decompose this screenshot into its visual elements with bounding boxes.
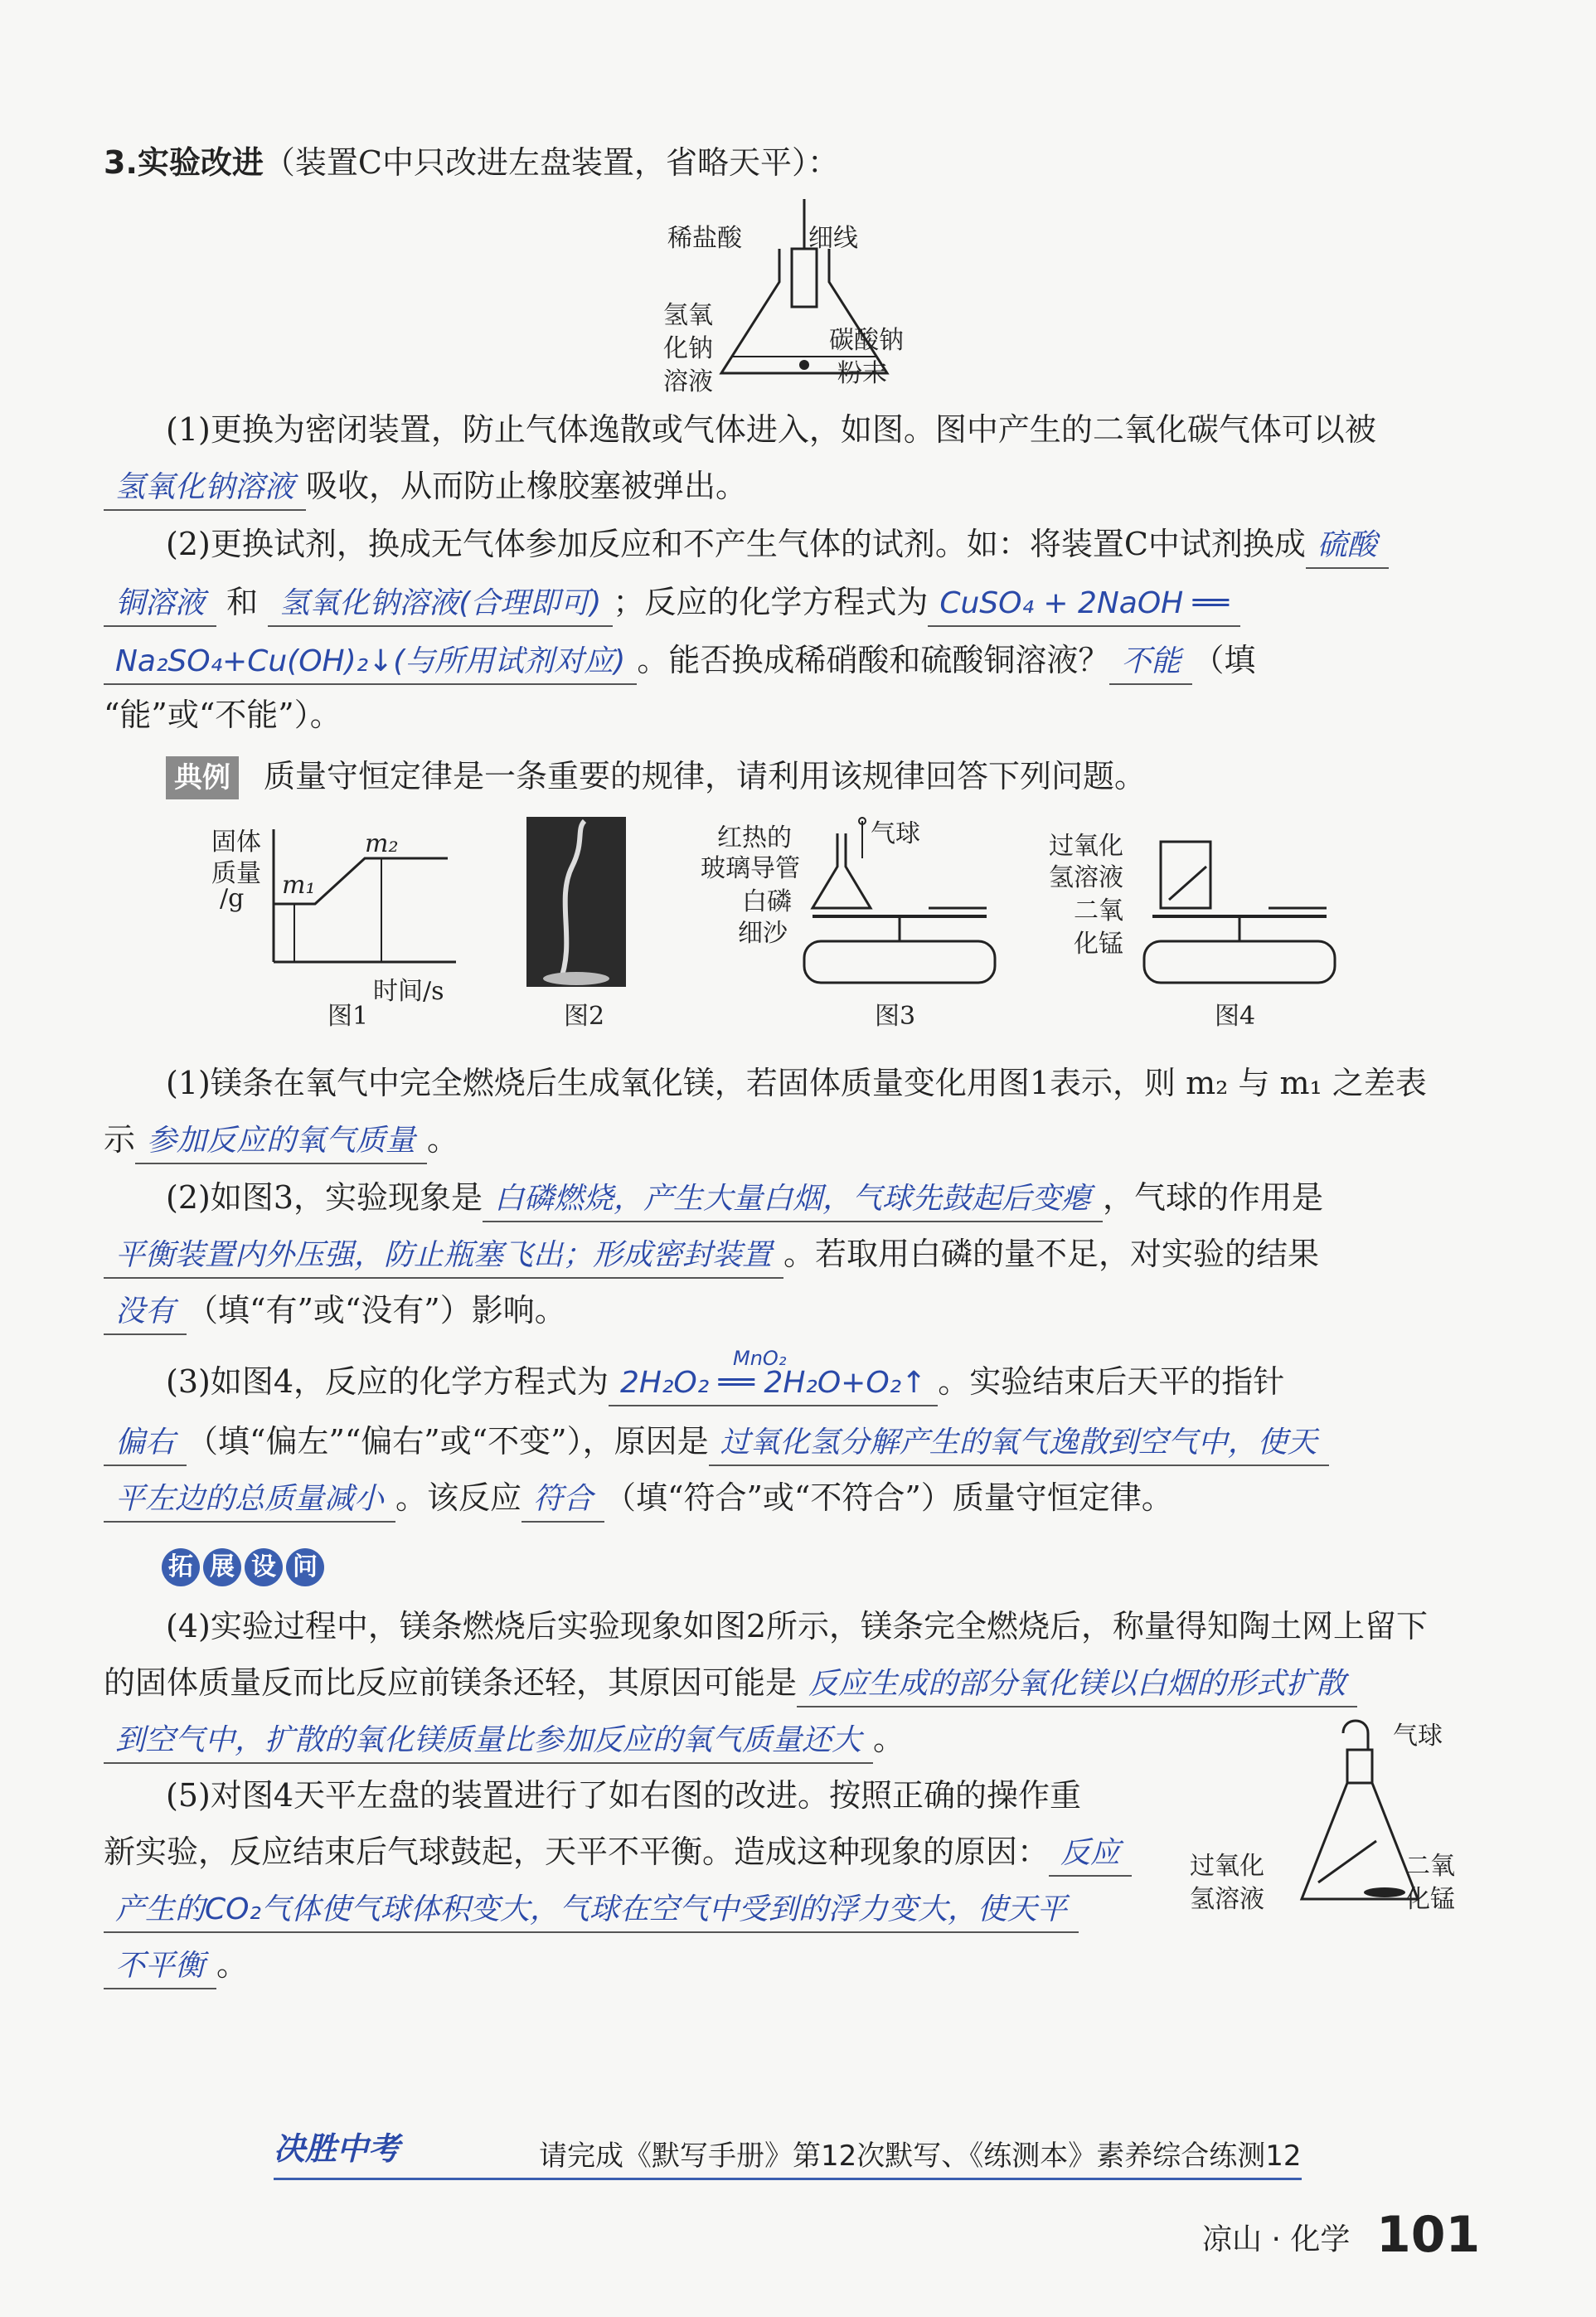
q4-text2: 的固体质量反而比反应前镁条还轻，其原因可能是: [104, 1664, 798, 1701]
fig-label-naoh3: 溶液: [663, 367, 713, 396]
fig3-caption: 图3: [875, 1002, 916, 1031]
badge-2: 展: [203, 1548, 241, 1586]
fig4-label1: 过氧化: [1049, 832, 1123, 861]
q2-line2: [104, 1232, 1497, 1279]
s3-q1-text: (1)更换为密闭装置，防止气体逸散或气体进入，如图。图中产生的二氧化碳气体可以被: [166, 411, 1376, 448]
q3-line2: [104, 1420, 1497, 1466]
example-line: [166, 755, 1559, 799]
q3-fill: （填“偏左”“偏右”或“不变”），原因是: [187, 1423, 709, 1460]
q3-tail2: 。该反应: [395, 1479, 522, 1516]
q2-mid: ，气球的作用是: [1103, 1179, 1324, 1216]
q5-line2: [104, 1830, 1181, 1877]
q5-line3: [104, 1887, 1181, 1933]
fig3-label1: 红热的: [717, 823, 792, 852]
fig-label-na2co3a: 碳酸钠: [829, 326, 904, 355]
q3-fill2: （填“符合”或“不符合”）质量守恒定律。: [604, 1479, 1173, 1516]
fig1-xlabel: 时间/s: [373, 977, 444, 1006]
q2-line3: [104, 1289, 1497, 1335]
badge-1: 拓: [162, 1548, 200, 1586]
fig-label-thread: 细线: [808, 224, 858, 253]
fig3-label4: 细沙: [738, 919, 788, 948]
q4-line1: [166, 1605, 1559, 1648]
q3-text: (3)如图4，反应的化学方程式为: [166, 1363, 609, 1400]
fig1-caption: 图1: [327, 1002, 369, 1031]
q4-answer1: 反应生成的部分氧化镁以白烟的形式扩散: [797, 1663, 1357, 1707]
s3-q2-mid: ；反应的化学方程式为: [613, 584, 929, 620]
extension-badges: [162, 1542, 1555, 1586]
q5-text: (5)对图4天平左盘的装置进行了如右图的改进。按照正确的操作重: [166, 1777, 1082, 1814]
s3-q1-line2: [104, 464, 1497, 511]
s3-q2-answer3: 不能: [1109, 640, 1192, 685]
q3-line3: [104, 1476, 1497, 1523]
q3-answer4: 符合: [521, 1478, 604, 1523]
fig4-balance: [1136, 817, 1343, 991]
q1-answer: 参加反应的氧气质量: [135, 1120, 427, 1164]
q2-line1: [166, 1176, 1559, 1222]
fig4-label3: 二氧: [1074, 896, 1123, 925]
fig5-label3: 二氧: [1405, 1852, 1455, 1881]
section3-heading-line: [104, 141, 1497, 184]
q2-text: (2)如图3，实验现象是: [166, 1179, 483, 1216]
q1-pre: 示: [104, 1121, 136, 1158]
q5-line1: [166, 1774, 1161, 1817]
example-text: 质量守恒定律是一条重要的规律，请利用该规律回答下列问题。: [264, 758, 1147, 794]
footer-text: 请完成《默写手册》第12次默写、《练测本》素养综合练测12: [539, 2140, 1302, 2173]
q2-answer2: 平衡装置内外压强，防止瓶塞飞出；形成密封装置: [104, 1234, 783, 1279]
q2-fill: （填“有”或“没有”）影响。: [187, 1292, 566, 1329]
q3-answer3a: 过氧化氢分解产生的氧气逸散到空气中，使天: [709, 1421, 1329, 1466]
s3-q2-fill2: “能”或“不能”）。: [104, 697, 342, 733]
q3-tail: 。实验结束后天平的指针: [938, 1363, 1285, 1400]
q3-answer3b: 平左边的总质量减小: [104, 1478, 395, 1523]
fig3-balloon: 气球: [871, 819, 920, 848]
s3-q2-line2: [104, 580, 1497, 627]
fig1-ylabel3: /g: [220, 884, 245, 913]
q3-equation: [609, 1347, 938, 1406]
s3-q2-and: 和: [226, 584, 259, 620]
fig1-m1: m₁: [282, 871, 316, 900]
q1-line2: 示 参加反应的氧气质量 。: [104, 1118, 1497, 1164]
fig2-caption: 图2: [564, 1002, 605, 1031]
q4-line3: 到空气中，扩散的氧化镁质量比参加反应的氧气质量还大 。: [104, 1717, 1497, 1764]
example-tag: 典例: [166, 756, 239, 799]
q2-answer1: 白磷燃烧，产生大量白烟，气球先鼓起后变瘪: [483, 1178, 1103, 1222]
s3-q2-line3: [104, 639, 1497, 685]
q5-answer1: 反应: [1049, 1832, 1132, 1877]
q5-text2: 新实验，反应结束后气球鼓起，天平不平衡。造成这种现象的原因：: [104, 1834, 1050, 1870]
badge-3: 设: [245, 1548, 283, 1586]
q4-line2: [104, 1661, 1497, 1707]
q2-answer3: 没有: [104, 1290, 187, 1335]
fig5-label2: 氢溶液: [1190, 1885, 1264, 1914]
s3-q2-text: (2)更换试剂，换成无气体参加反应和不产生气体的试剂。如：将装置C中试剂换成: [166, 526, 1306, 562]
fig3-label3: 白磷: [742, 887, 792, 916]
q2-tail: 。若取用白磷的量不足，对实验的结果: [783, 1236, 1320, 1272]
footer-logo: 决胜中考: [274, 2130, 400, 2167]
fig1-graph: [249, 821, 464, 970]
s3-q2-answer1a: 硫酸: [1306, 524, 1389, 569]
s3-q2-answer2: 氢氧化钠溶液(合理即可): [268, 582, 613, 627]
page-info: 凉山 · 化学: [1202, 2222, 1351, 2256]
q1-line1: [166, 1061, 1559, 1105]
fig4-label4: 化锰: [1074, 930, 1123, 959]
s3-q2-eq2: Na₂SO₄+Cu(OH)₂↓(与所用试剂对应): [104, 640, 637, 685]
page-number: 101: [1376, 2206, 1481, 2264]
section3-heading: 3.实验改进: [104, 144, 264, 181]
fig-label-naoh1: 氢氧: [663, 301, 713, 330]
q4-answer2: 到空气中，扩散的氧化镁质量比参加反应的氧气质量还大: [104, 1719, 873, 1764]
q3-eq: 2H₂O₂ ══ 2H₂O+O₂↑: [620, 1366, 927, 1400]
q4-text: (4)实验过程中，镁条燃烧后实验现象如图2所示，镁条完全燃烧后，称量得知陶土网上留下: [166, 1608, 1429, 1644]
s3-q2-line1: [166, 522, 1559, 569]
s3-q2-eq1: CuSO₄ + 2NaOH ══: [928, 582, 1240, 627]
q3-answer2: 偏右: [104, 1421, 187, 1466]
fig1-ylabel1: 固体: [211, 828, 261, 857]
s3-q2-question: 。能否换成稀硝酸和硫酸铜溶液？: [637, 642, 1110, 678]
fig-label-acid: 稀盐酸: [667, 224, 742, 253]
q5-answer3: 不平衡: [104, 1945, 216, 1989]
q5-line4: 不平衡 。: [104, 1943, 1497, 1989]
fig5-balloon: 气球: [1393, 1722, 1443, 1751]
fig5-label1: 过氧化: [1190, 1852, 1264, 1881]
fig4-caption: 图4: [1215, 1002, 1256, 1031]
s3-q2-answer1b: 铜溶液: [104, 582, 216, 627]
fig5-label4: 化锰: [1405, 1885, 1455, 1914]
s3-q1-tail: 吸收，从而防止橡胶塞被弹出。: [306, 468, 748, 504]
fig-label-na2co3b: 粉末: [837, 359, 887, 388]
q3-catalyst: MnO₂: [733, 1347, 787, 1370]
section3-heading-note: （装置C中只改进左盘装置，省略天平）：: [263, 144, 839, 181]
s3-q1-answer: 氢氧化钠溶液: [104, 466, 306, 511]
fig1-m2: m₂: [365, 829, 399, 858]
q5-answer2: 产生的CO₂气体使气球体积变大，气球在空气中受到的浮力变大，使天平: [104, 1888, 1079, 1933]
fig-label-naoh2: 化钠: [663, 334, 713, 363]
fig1-ylabel2: 质量: [211, 859, 261, 888]
s3-q1-line1: [166, 408, 1559, 451]
s3-q2-fill: （填: [1192, 642, 1256, 678]
fig3-label2: 玻璃导管: [701, 854, 800, 883]
s3-q2-line4: [104, 693, 1497, 736]
q3-line1: [166, 1347, 1559, 1406]
fig2-photo: [526, 817, 626, 987]
fig4-label2: 氢溶液: [1049, 863, 1123, 892]
badge-4: 问: [286, 1548, 324, 1586]
q1-text: (1)镁条在氧气中完全燃烧后生成氧化镁，若固体质量变化用图1表示，则 m₂ 与 m₁ 之差表: [166, 1065, 1427, 1101]
